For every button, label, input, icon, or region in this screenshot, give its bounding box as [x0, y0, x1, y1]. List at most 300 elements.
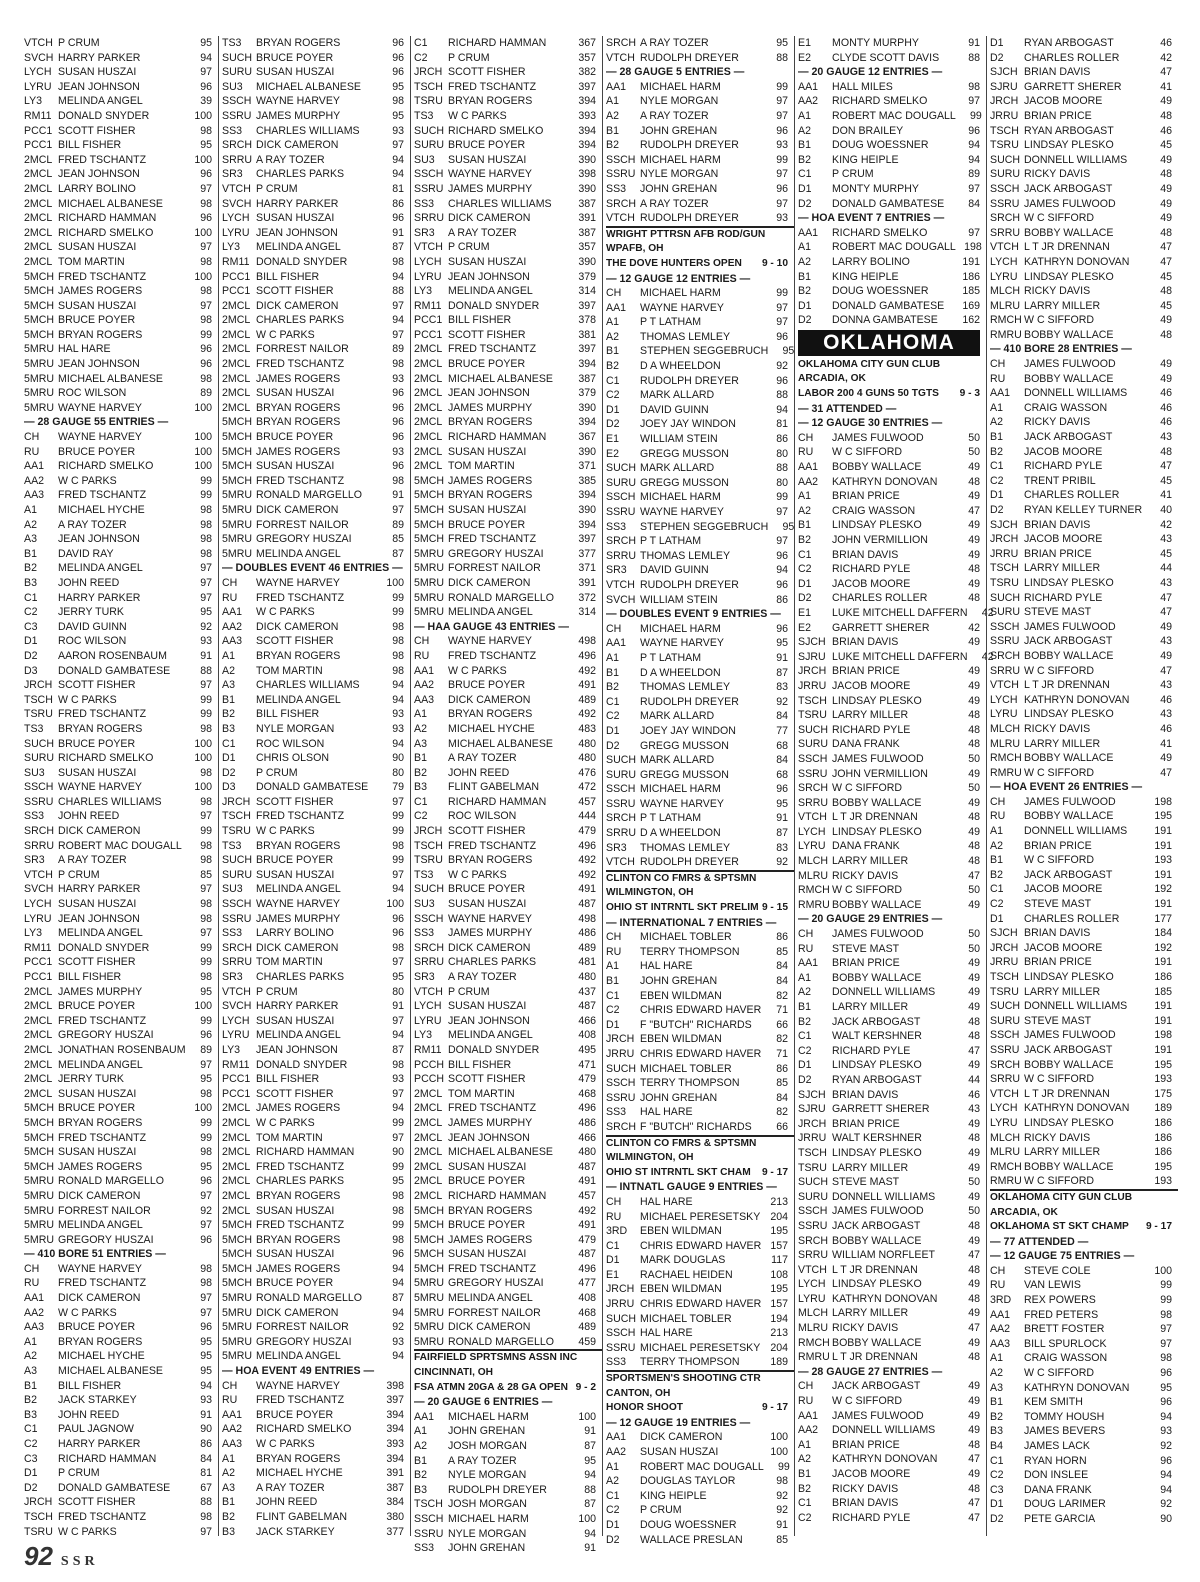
score: 84 [200, 1452, 212, 1465]
score: 46 [1160, 37, 1172, 49]
result-row [414, 1439, 602, 1454]
result-row [414, 94, 602, 109]
score: 96 [200, 212, 212, 225]
score: 95 [200, 1335, 212, 1348]
result-row [606, 1445, 794, 1460]
shooter-name: JACK ARBOGAST [1024, 1043, 1113, 1056]
class-code: AA2 [222, 1423, 243, 1436]
score: 43 [1160, 708, 1172, 721]
class-code: RMRU [798, 1351, 830, 1364]
score: 88 [776, 462, 788, 475]
score: 97 [392, 139, 404, 152]
class-code: D1 [798, 1059, 812, 1072]
class-code: AA1 [222, 606, 243, 619]
result-row [798, 460, 986, 475]
result-row [606, 811, 794, 826]
score: 85 [392, 533, 404, 546]
class-code: D2 [606, 1533, 620, 1546]
score: 390 [578, 182, 596, 195]
score: 94 [584, 1527, 596, 1540]
class-code: JRCH [990, 95, 1019, 108]
result-row [414, 342, 602, 357]
score: 99 [200, 1116, 212, 1129]
result-row [222, 1028, 410, 1043]
class-code: JRCH [24, 1496, 53, 1509]
score: 379 [578, 387, 596, 400]
class-code: TSCH [414, 839, 443, 852]
class-code: SSRU [606, 797, 636, 810]
class-code: SS3 [606, 1106, 627, 1119]
result-row [414, 124, 602, 139]
score: 459 [578, 1335, 596, 1348]
score: 498 [578, 635, 596, 648]
result-row [24, 824, 218, 839]
result-row [414, 1174, 602, 1189]
result-row [414, 853, 602, 868]
result-row [798, 1131, 986, 1146]
result-row [222, 1189, 410, 1204]
shooter-name: P CRUM [58, 37, 100, 49]
shooter-name: BOBBY WALLACE [832, 971, 922, 984]
result-row [414, 109, 602, 124]
shooter-name: BRIAN PRICE [1024, 547, 1092, 560]
result-row [606, 1047, 794, 1062]
class-code: SUCH [606, 1062, 637, 1075]
class-code: 5MRU [222, 1306, 253, 1319]
score: 80 [392, 766, 404, 779]
shooter-name: JACK ARBOGAST [1024, 182, 1113, 195]
score: 96 [200, 1175, 212, 1188]
result-row [414, 226, 602, 241]
class-code: SR3 [24, 854, 45, 867]
score: 97 [200, 1525, 212, 1538]
result-row [24, 1393, 218, 1408]
class-code: 5MCH [414, 489, 445, 502]
class-code: 5MCH [222, 474, 253, 487]
class-code: 2MCL [24, 1087, 53, 1100]
result-row [990, 678, 1178, 693]
score: 47 [968, 1249, 980, 1262]
class-code: PCC1 [222, 270, 251, 283]
event-entries-heading: — 410 BORE 51 ENTRIES — [24, 1248, 166, 1261]
result-row [24, 999, 218, 1014]
class-code: SS3 [414, 1542, 435, 1555]
score: 192 [1154, 941, 1172, 954]
shooter-name: JEAN JOHNSON [448, 387, 530, 400]
result-row [606, 1120, 794, 1135]
shooter-name: GREGORY HUSZAI [58, 1233, 154, 1246]
shooter-name: MELINDA ANGEL [256, 1350, 341, 1363]
score: 444 [578, 810, 596, 823]
score: 85 [776, 1533, 788, 1546]
result-row [24, 1218, 218, 1233]
class-code: PCC1 [24, 956, 53, 969]
score: 43 [1160, 635, 1172, 648]
class-code: D3 [24, 664, 38, 677]
result-row [414, 970, 602, 985]
result-row [24, 1101, 218, 1116]
result-row [24, 737, 218, 752]
class-code: A1 [990, 825, 1003, 838]
class-code: VTCH [24, 37, 53, 49]
result-row [24, 547, 218, 562]
shooter-name: BRYAN ROGERS [448, 854, 533, 867]
shooter-name: PAUL JAGNOW [58, 1423, 134, 1436]
shooter-name: JOHN VERMILLION [832, 534, 928, 546]
result-row [24, 1466, 218, 1481]
result-row [222, 1233, 410, 1248]
shooter-name: DICK CAMERON [58, 1292, 141, 1305]
score: 98 [392, 839, 404, 852]
score: 45 [1160, 547, 1172, 560]
shooter-name: MICHAEL HARM [640, 80, 721, 93]
class-code: CH [24, 431, 40, 444]
result-row [414, 605, 602, 620]
result-row [606, 1282, 794, 1297]
class-code: A2 [222, 664, 235, 677]
result-row [414, 868, 602, 883]
score: 48 [968, 811, 980, 824]
shooter-name: JACK STARKEY [256, 1525, 335, 1538]
class-code: SR3 [222, 168, 243, 181]
class-code: SS3 [606, 182, 627, 195]
score: 394 [386, 1452, 404, 1465]
class-code: 2MCL [222, 1204, 251, 1217]
class-code: LYRU [798, 840, 826, 853]
shooter-name: HALL MILES [832, 80, 893, 93]
score: 50 [968, 942, 980, 955]
score: 97 [200, 576, 212, 589]
result-row [990, 532, 1178, 547]
shooter-name: L T JR DRENNAN [1024, 241, 1110, 254]
result-row [414, 766, 602, 781]
result-row [24, 926, 218, 941]
shooter-name: FRED TSCHANTZ [256, 1160, 345, 1173]
class-code: 2MCL [222, 1189, 251, 1202]
score: 198 [964, 241, 982, 254]
result-row [222, 1320, 410, 1335]
class-code: SJRU [990, 80, 1018, 93]
class-code: SSRU [222, 912, 252, 925]
shooter-name: LARRY MILLER [1024, 985, 1101, 998]
result-row [24, 342, 218, 357]
class-code: CH [24, 1262, 40, 1275]
result-row [414, 795, 602, 810]
shooter-name: BRIAN DAVIS [832, 636, 899, 649]
shooter-name: CRAIG WASSON [1024, 1352, 1108, 1365]
class-code: A1 [222, 649, 235, 662]
class-code: RMCH [798, 1336, 830, 1349]
result-row [798, 898, 986, 913]
shooter-name: DONALD GAMBATESE [832, 197, 945, 210]
shooter-name: DONALD SNYDER [448, 1043, 540, 1056]
class-code: TSCH [798, 1146, 827, 1159]
class-code: AA1 [222, 1408, 243, 1421]
result-row [222, 693, 410, 708]
result-row [24, 1145, 218, 1160]
shooter-name: DONALD GAMBATESE [832, 299, 945, 312]
shooter-name: SCOTT FISHER [448, 1073, 526, 1086]
score: 47 [968, 1453, 980, 1466]
shooter-name: BRIAN PRICE [832, 490, 900, 503]
shooter-name: STEPHEN SEGGEBRUCH [640, 345, 769, 358]
class-code: AA2 [414, 679, 435, 692]
score: 97 [200, 1306, 212, 1319]
shooter-name: SCOTT FISHER [448, 825, 526, 838]
score: 98 [200, 766, 212, 779]
shooter-name: BRYAN ROGERS [256, 1233, 341, 1246]
result-row [798, 1482, 986, 1497]
event-entries-heading: — 77 ATTENDED — [990, 1235, 1089, 1248]
shooter-name: TOMMY HOUSH [1024, 1410, 1105, 1423]
shooter-name: SCOTT FISHER [256, 795, 334, 808]
result-row [222, 1043, 410, 1058]
score: 96 [200, 1233, 212, 1246]
result-row [24, 853, 218, 868]
score: 100 [194, 1102, 212, 1115]
page-footer [24, 1541, 99, 1572]
score: 83 [776, 841, 788, 854]
score: 95 [776, 37, 788, 49]
class-code: A3 [222, 1481, 235, 1494]
shooter-name: KING HEIPLE [832, 153, 899, 166]
class-code: JRCH [414, 825, 443, 838]
score: 47 [1160, 766, 1172, 779]
shooter-name: WAYNE HARVEY [58, 431, 142, 444]
shooter-name: DANA FRANK [1024, 1483, 1092, 1496]
score: 49 [968, 490, 980, 503]
shooter-name: RYAN KELLEY TURNER [1024, 504, 1143, 516]
score: 96 [200, 1029, 212, 1042]
result-row [222, 853, 410, 868]
shooter-name: BILL SPURLOCK [1024, 1337, 1107, 1350]
score: 96 [776, 124, 788, 137]
shooter-name: WAYNE HARVEY [256, 898, 340, 911]
shooter-name: LINDSAY PLESKO [1024, 139, 1114, 152]
class-code: D1 [990, 912, 1004, 925]
class-code: A1 [798, 971, 811, 984]
shooter-name: BRYAN ROGERS [448, 1204, 533, 1217]
score: 48 [1160, 285, 1172, 298]
shooter-name: JOSH MORGAN [448, 1440, 527, 1452]
result-row [798, 1409, 986, 1424]
result-row [222, 809, 410, 824]
result-row [414, 1410, 602, 1425]
class-code: 5MRU [414, 1306, 445, 1319]
result-row [222, 211, 410, 226]
class-code: C2 [798, 563, 812, 576]
score: 100 [194, 431, 212, 444]
score: 186 [1154, 971, 1172, 983]
class-code: LYCH [990, 1102, 1018, 1115]
class-code: SU3 [414, 898, 435, 911]
class-code: A2 [990, 839, 1003, 852]
result-row [798, 1263, 986, 1278]
shoot-event-line [606, 257, 794, 272]
shooter-name: MELINDA ANGEL [58, 1219, 143, 1232]
class-code: A2 [414, 722, 427, 735]
score: 95 [776, 797, 788, 810]
class-code: AA2 [798, 95, 819, 108]
shooter-name: HARRY PARKER [58, 591, 141, 604]
shooter-name: FORREST NAILOR [256, 1321, 349, 1334]
result-row [798, 167, 986, 182]
result-row [798, 1088, 986, 1103]
shooter-name: JAMES FULWOOD [1024, 795, 1116, 808]
class-code: SUCH [990, 153, 1021, 166]
class-code: SSCH [222, 95, 252, 108]
score: 382 [578, 66, 596, 79]
class-code: SSRU [24, 795, 54, 808]
result-row [990, 1174, 1178, 1189]
score: 97 [776, 535, 788, 548]
shooter-name: W C PARKS [256, 1116, 315, 1129]
shooter-name: WAYNE HARVEY [448, 635, 532, 648]
score: 100 [578, 1512, 596, 1525]
shooter-name: HAL HARE [640, 960, 693, 973]
result-row [414, 839, 602, 854]
class-code: D1 [606, 1254, 620, 1267]
result-row [24, 780, 218, 795]
score: 97 [968, 95, 980, 108]
result-row [222, 153, 410, 168]
result-row [990, 299, 1178, 314]
score: 49 [968, 1336, 980, 1349]
score: 48 [968, 1438, 980, 1451]
score: 96 [392, 431, 404, 444]
class-code: A2 [798, 986, 811, 999]
result-row [222, 1072, 410, 1087]
shooter-name: SUSAN HUSZAI [58, 898, 137, 911]
state-banner: OKLAHOMA [798, 330, 980, 356]
score: 94 [392, 1029, 404, 1042]
result-row [798, 182, 986, 197]
class-code: LYCH [798, 825, 826, 838]
shooter-name: JEAN JOHNSON [58, 358, 140, 371]
shooter-name: WILLIAM NORFLEET [832, 1249, 936, 1262]
result-row [798, 1336, 986, 1351]
score: 96 [200, 343, 212, 356]
shooter-name: JACK STARKEY [58, 1394, 137, 1407]
shooter-name: SUSAN HUSZAI [448, 445, 527, 458]
score: 48 [968, 855, 980, 868]
shooter-name: JACOB MOORE [1024, 533, 1103, 546]
score: 100 [194, 445, 212, 458]
class-code: TSCH [222, 810, 251, 823]
shoot-event-date: 9 - 10 [761, 257, 788, 269]
result-row [606, 1341, 794, 1356]
shooter-name: SUSAN HUSZAI [256, 1204, 335, 1217]
class-code: A1 [798, 490, 811, 503]
score: 45 [1160, 270, 1172, 283]
class-code: 5MRU [24, 1175, 55, 1188]
class-code: SJCH [798, 636, 826, 649]
shooter-name: P CRUM [58, 868, 100, 881]
class-code: RU [606, 1210, 622, 1223]
shooter-name: LARRY MILLER [832, 1161, 909, 1174]
result-row [222, 197, 410, 212]
result-row [606, 753, 794, 768]
result-row [414, 153, 602, 168]
shooter-name: ROC WILSON [58, 635, 127, 648]
event-entries-heading: — HAA GAUGE 43 ENTRIES — [414, 620, 570, 633]
score: 49 [968, 898, 980, 911]
class-code: 2MCL [222, 1116, 251, 1129]
club-line: WRIGHT PTTRSN AFB ROD/GUN [606, 226, 794, 243]
class-code: JRCH [24, 679, 53, 692]
shooter-name: P CRUM [256, 182, 298, 195]
score: 49 [1160, 752, 1172, 765]
class-code: C1 [414, 37, 428, 49]
result-row [798, 1204, 986, 1219]
class-code: D2 [990, 1512, 1004, 1525]
shooter-name: LINDSAY PLESKO [832, 1146, 922, 1159]
result-row [990, 766, 1178, 781]
score: 204 [770, 1341, 788, 1354]
result-row [414, 313, 602, 328]
result-row [798, 679, 986, 694]
score: 99 [970, 109, 982, 122]
score: 43 [1160, 431, 1172, 444]
shooter-name: JOHN GREHAN [640, 124, 718, 137]
shooter-name: JEAN JOHNSON [448, 270, 530, 283]
result-row [222, 401, 410, 416]
class-code: CH [222, 576, 238, 589]
score: 100 [386, 898, 404, 911]
result-row [414, 1233, 602, 1248]
class-code: VTCH [606, 212, 635, 225]
score: 93 [392, 1335, 404, 1348]
shooter-name: SUSAN HUSZAI [58, 766, 137, 779]
class-code: A1 [798, 109, 811, 122]
shooter-name: FRED TSCHANTZ [448, 1102, 537, 1115]
score: 49 [968, 1380, 980, 1393]
score: 68 [776, 739, 788, 752]
score: 398 [386, 1379, 404, 1392]
score: 42 [1160, 51, 1172, 64]
shooter-name: BILL FISHER [448, 1058, 512, 1071]
shooter-name: FRED TSCHANTZ [448, 839, 537, 852]
event-entries-heading: — HOA EVENT 26 ENTRIES — [990, 781, 1143, 794]
result-row [606, 651, 794, 666]
result-row [222, 328, 410, 343]
result-row [990, 138, 1178, 153]
class-code: B4 [990, 1440, 1003, 1452]
class-code: TSCH [990, 124, 1019, 137]
shooter-name: BRUCE POYER [448, 1219, 526, 1232]
result-row [990, 1497, 1178, 1512]
class-code: SUCH [222, 51, 253, 64]
score: 98 [200, 795, 212, 808]
class-code: SRRU [606, 827, 637, 840]
score: 91 [776, 812, 788, 825]
shooter-name: BOBBY WALLACE [832, 1336, 922, 1349]
shooter-name: MICHAEL ALBANESE [448, 372, 553, 385]
result-row [606, 1503, 794, 1518]
shooter-name: AARON ROSENBAUM [58, 649, 167, 662]
shooter-name: SUSAN HUSZAI [448, 1000, 527, 1013]
class-code: A1 [606, 651, 619, 664]
class-code: SRRU [606, 549, 637, 562]
score: 487 [578, 1248, 596, 1261]
class-code: LY3 [24, 927, 43, 940]
score: 46 [968, 1088, 980, 1101]
score: 99 [200, 1014, 212, 1027]
class-code: RU [990, 372, 1006, 385]
shooter-name: WILLIAM STEIN [640, 433, 718, 446]
class-code: SRRU [24, 839, 55, 852]
result-row [414, 1116, 602, 1131]
